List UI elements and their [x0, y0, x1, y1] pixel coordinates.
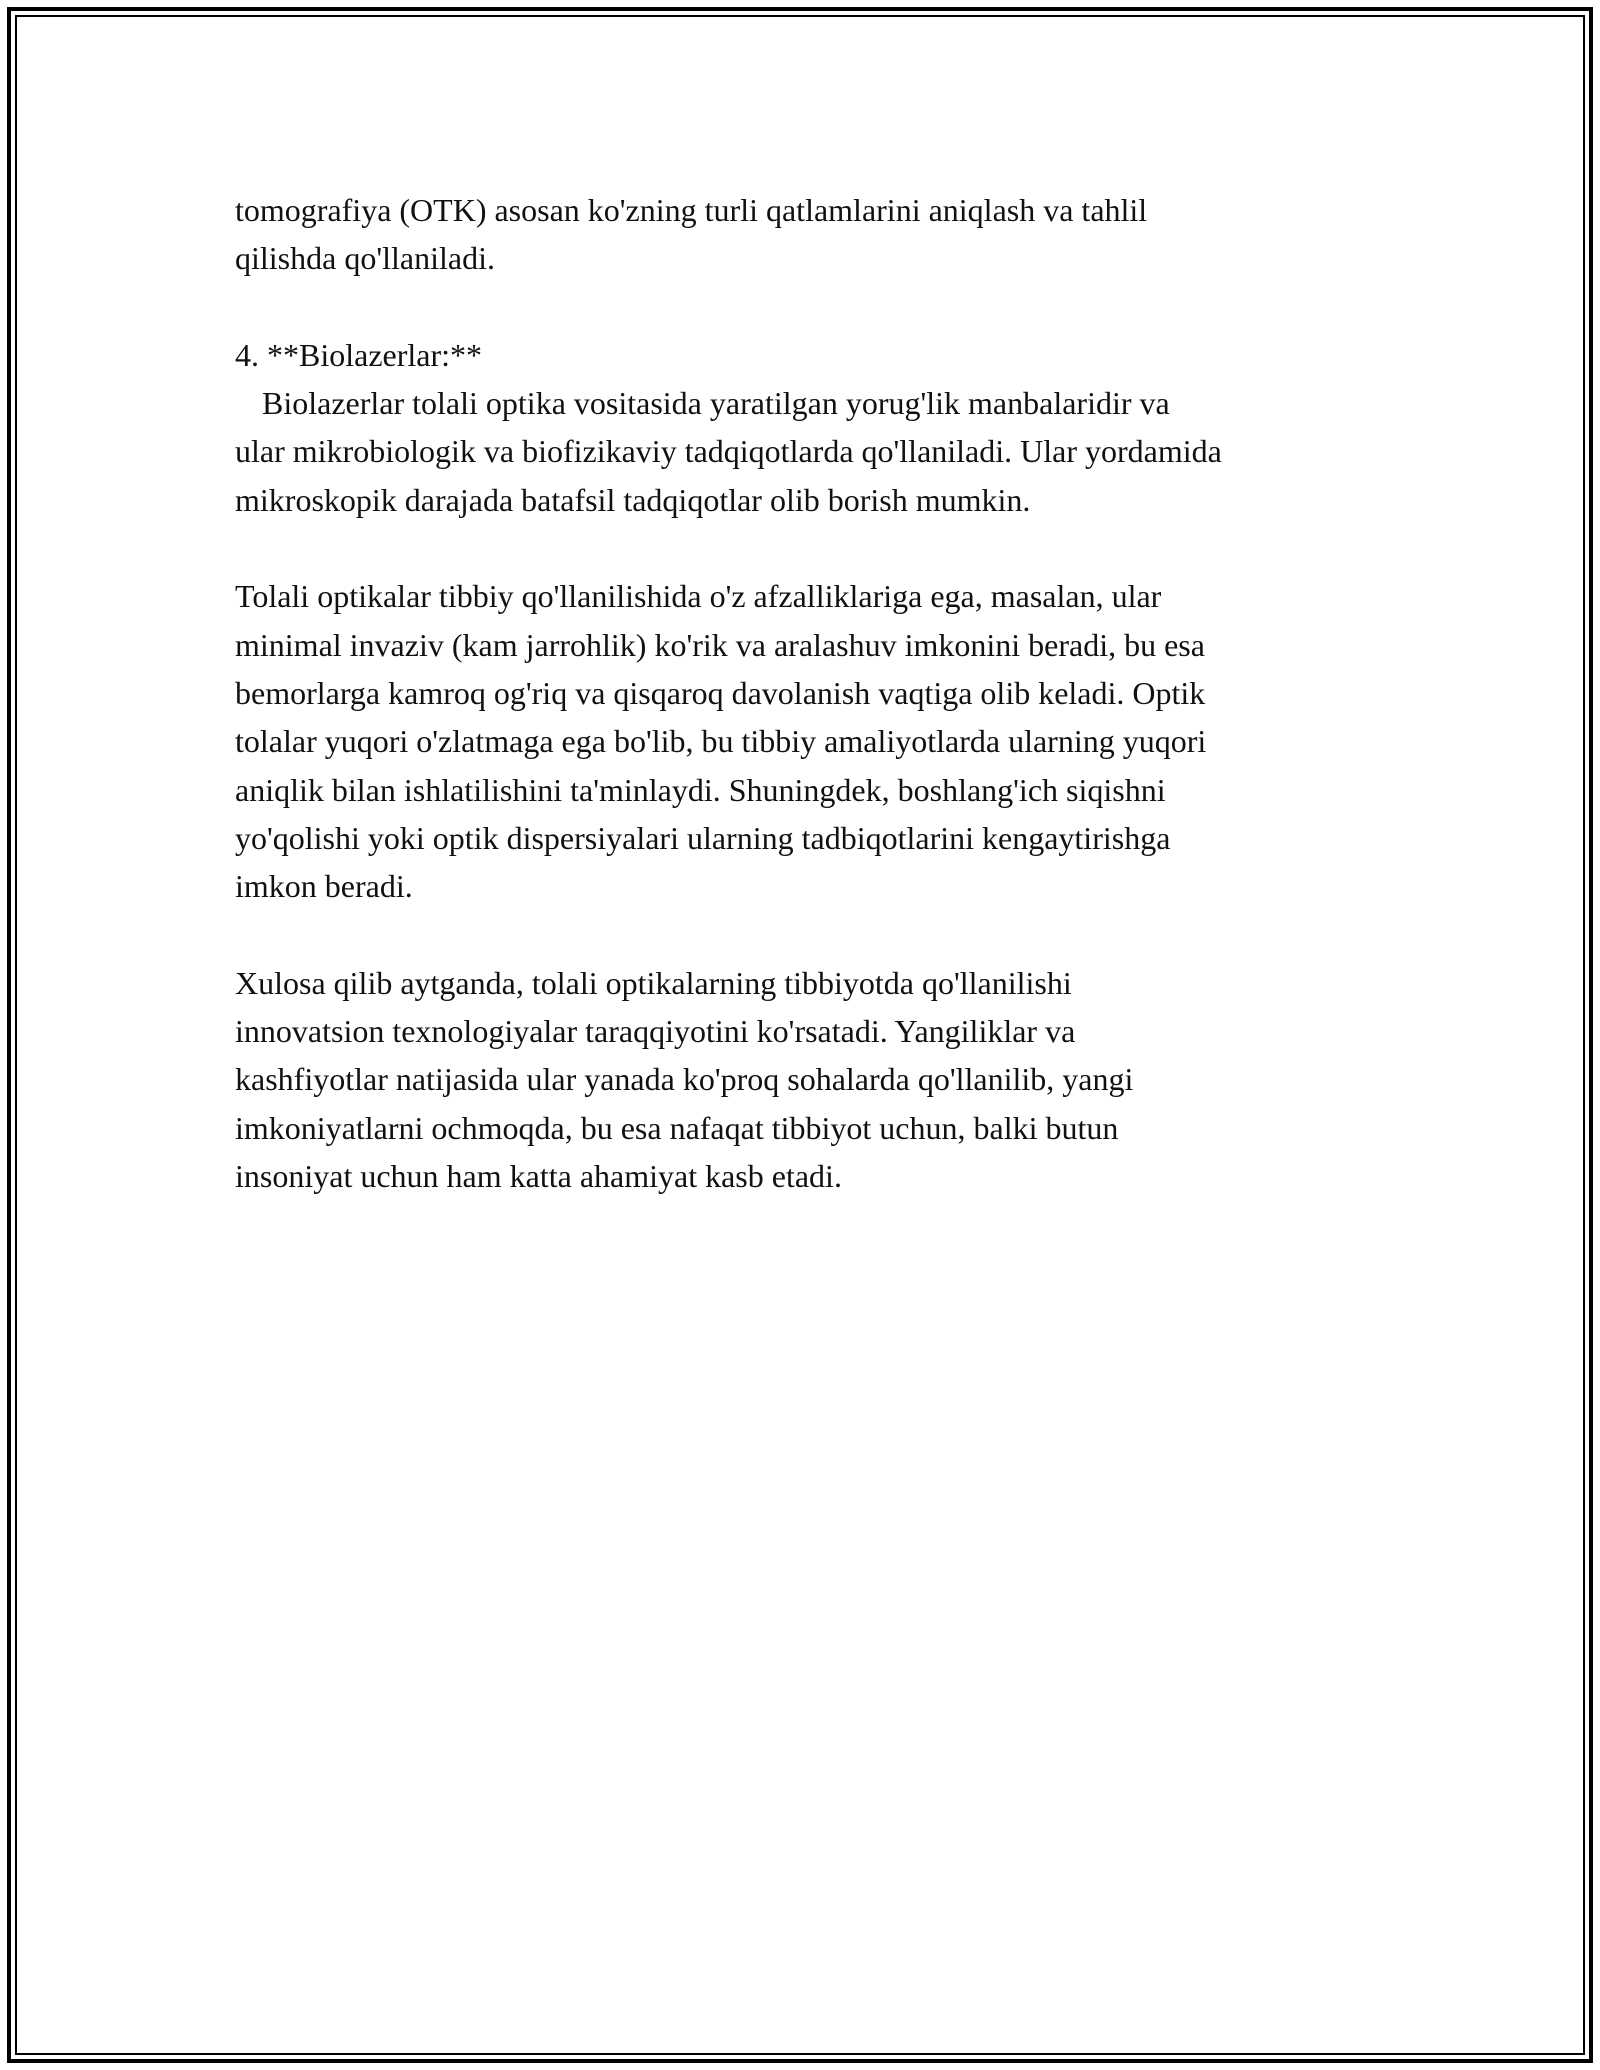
- text-line: bemorlarga kamroq og'riq va qisqaroq davolanish vaqtiga olib keladi. Optik: [235, 674, 1206, 711]
- text-line: kashfiyotlar natijasida ular yanada ko'proq sohalarda qo'llanilib, yangi: [235, 1061, 1134, 1098]
- text-line: qilishda qo'llaniladi.: [235, 240, 495, 277]
- text-line: mikroskopik darajada batafsil tadqiqotlar olib borish mumkin.: [235, 481, 1031, 518]
- text-line: imkoniyatlarni ochmoqda, bu esa nafaqat tibbiyot uchun, balki butun: [235, 1109, 1119, 1146]
- text-line: innovatsion texnologiyalar taraqqiyotini ko'rsatadi. Yangiliklar va: [235, 1013, 1076, 1050]
- paragraph-gap: [235, 524, 1405, 572]
- paragraph-gap: [235, 283, 1405, 331]
- section-heading: 4. **Biolazerlar:**: [235, 336, 483, 373]
- text-line: aniqlik bilan ishlatilishini ta'minlaydi. Shuningdek, boshlang'ich siqishni: [235, 771, 1166, 808]
- text-line: Xulosa qilib aytganda, tolali optikalarning tibbiyotda qo'llanilishi: [235, 964, 1072, 1001]
- paragraph-advantages: [235, 572, 1405, 910]
- paragraph-intro: [235, 186, 1405, 283]
- paragraph-conclusion: [235, 959, 1405, 1200]
- paragraph-gap: [235, 910, 1405, 958]
- text-line: ular mikrobiologik va biofizikaviy tadqiqotlarda qo'llaniladi. Ular yordamida: [235, 433, 1222, 470]
- text-line: insoniyat uchun ham katta ahamiyat kasb etadi.: [235, 1157, 842, 1194]
- text-line: imkon beradi.: [235, 868, 413, 905]
- text-line: tomografiya (OTK) asosan ko'zning turli qatlamlarini aniqlash va tahlil: [235, 192, 1148, 228]
- section-biolazerlar: [235, 331, 1405, 524]
- text-line: minimal invaziv (kam jarrohlik) ko'rik va aralashuv imkonini beradi, bu esa: [235, 626, 1205, 663]
- text-line: tolalar yuqori o'zlatmaga ega bo'lib, bu tibbiy amaliyotlarda ularning yuqori: [235, 723, 1207, 760]
- text-line: Biolazerlar tolali optika vositasida yaratilgan yorug'lik manbalaridir va: [262, 385, 1170, 422]
- document-page: [235, 186, 1405, 1200]
- text-line: Tolali optikalar tibbiy qo'llanilishida o'z afzalliklariga ega, masalan, ular: [235, 578, 1162, 615]
- text-line: yo'qolishi yoki optik dispersiyalari ularning tadbiqotlarini kengaytirishga: [235, 819, 1171, 856]
